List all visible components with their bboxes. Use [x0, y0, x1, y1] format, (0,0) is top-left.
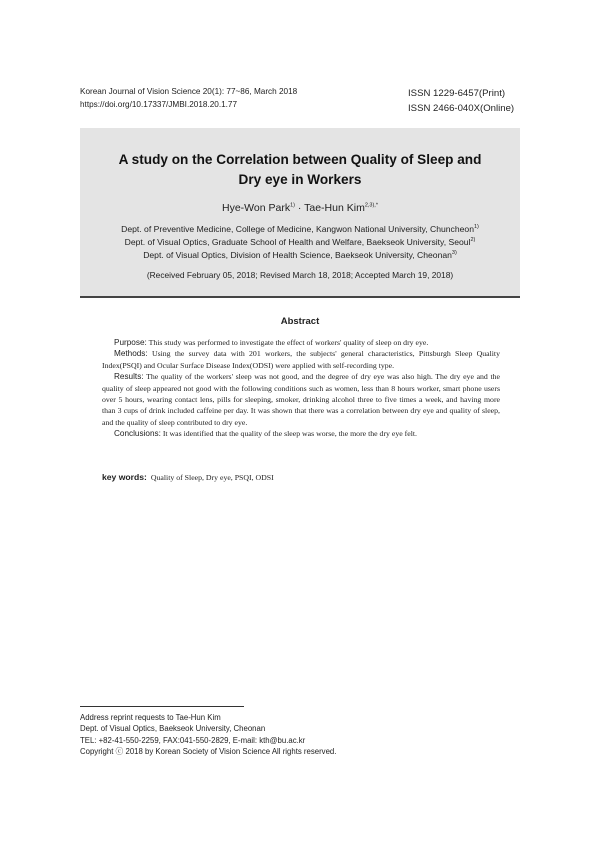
author-1: Hye-Won Park	[222, 202, 291, 214]
keywords-text: Quality of Sleep, Dry eye, PSQI, ODSI	[150, 473, 274, 482]
conclusions-label: Conclusions:	[114, 429, 161, 439]
purpose-text: This study was performed to investigate the effect of workers' quality of sleep on dry eye.	[146, 338, 429, 347]
received-dates: (Received February 05, 2018; Revised March 18, 2018; Accepted March 19, 2018)	[146, 270, 454, 280]
affiliation-3-text: Dept. of Visual Optics, Division of Health Science, Baekseok University, Cheonan	[143, 250, 452, 260]
contact-info: TEL: +82-41-550-2259, FAX:041-550-2829, E-mail: kth@bu.ac.kr	[80, 735, 306, 745]
journal-citation: Korean Journal of Vision Science 20(1): 77~86, March 2018	[80, 87, 298, 96]
author-2-affiliation-mark: 2,3),*	[364, 202, 378, 209]
correspondence-footer	[80, 712, 336, 758]
corresponding-address: Dept. of Visual Optics, Baekseok University, Cheonan	[80, 724, 266, 734]
author-2: Tae-Hun Kim	[304, 202, 365, 214]
keywords	[102, 472, 274, 482]
affiliation-1-mark: 1)	[473, 224, 479, 231]
results-label: Results:	[114, 372, 144, 382]
keywords-label: key words:	[102, 472, 147, 482]
title-line-1: A study on the Correlation between Quality of Sleep and	[118, 152, 482, 167]
affiliation-3	[80, 250, 520, 260]
affiliation-1	[80, 224, 520, 234]
issn-online: ISSN 2466-040X(Online)	[408, 103, 515, 114]
abstract-heading: Abstract	[280, 316, 320, 327]
author-list	[80, 202, 520, 214]
methods-text: Using the survey data with 201 workers, the subjects' general characteristics, Pittsburgh Sleep Quality Index(PSQI) and Ocular Surface Disease Index(ODSI) were applied with self-recording type.	[102, 349, 500, 370]
affiliation-1-text: Dept. of Preventive Medicine, College of Medicine, Kangwon National University, Chuncheon	[121, 224, 474, 234]
copyright: Copyright ⓒ 2018 by Korean Society of Vision Science All rights reserved.	[80, 747, 337, 757]
abstract-results	[102, 371, 500, 428]
footnote-divider	[80, 706, 244, 707]
affiliation-2-text: Dept. of Visual Optics, Graduate School of Health and Welfare, Baekseok University, Seoul	[124, 237, 471, 247]
abstract-conclusions	[102, 428, 500, 439]
paper-title	[80, 150, 520, 190]
methods-label: Methods:	[114, 349, 148, 359]
affiliation-3-mark: 3)	[451, 250, 457, 257]
author-1-affiliation-mark: 1)	[290, 202, 295, 209]
journal-header	[80, 85, 297, 111]
abstract-body	[102, 337, 500, 440]
title-line-2: Dry eye in Workers	[238, 172, 362, 187]
reprint-requests: Address reprint requests to Tae-Hun Kim	[80, 713, 221, 722]
abstract-methods	[102, 348, 500, 371]
results-text: The quality of the workers' sleep was not good, and the degree of dry eye was also high. The dry eye and the quality of sleep appeared not good with the following conditions such as women, less than 8 hours worker, smart phone users over 5 hours, wearing contact lens, pills for sleeping, smoker, drinking alcohol three to five times a week, and having more than 3 cups of drink included caffeine per day. It was shown that there was a correlation between dry eye and quality of sleep, and the quality of sleep contributed to dry eye.	[102, 372, 500, 427]
abstract-purpose	[102, 337, 500, 348]
author-separator: ·	[294, 202, 305, 214]
affiliation-2-mark: 2)	[470, 237, 476, 244]
affiliation-2	[80, 237, 520, 247]
issn-block	[408, 86, 514, 116]
title-box	[80, 128, 520, 298]
purpose-label: Purpose:	[114, 338, 147, 347]
issn-print: ISSN 1229-6457(Print)	[408, 88, 506, 99]
doi-link[interactable]: https://doi.org/10.17337/JMBI.2018.20.1.77	[80, 100, 238, 109]
conclusions-text: It was identified that the quality of the sleep was worse, the more the dry eye felt.	[160, 429, 418, 439]
